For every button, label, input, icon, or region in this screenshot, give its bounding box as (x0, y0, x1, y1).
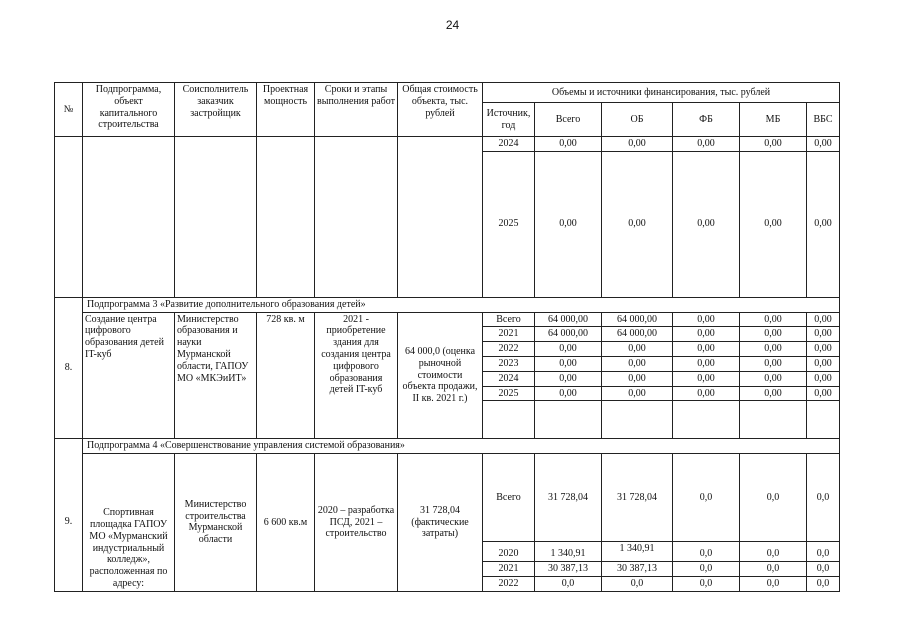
fb-cell: 0,0 (673, 562, 740, 577)
table-row (55, 312, 840, 327)
header-row (55, 83, 840, 103)
total-cost-value: 31 728,04 (фактические затраты) (398, 454, 483, 592)
fb-cell: 0,00 (673, 151, 740, 297)
vbs-cell: 0,00 (807, 327, 840, 342)
fb-cell: 0,00 (673, 327, 740, 342)
terms-text: 2020 – разработка ПСД, 2021 – строительство (315, 454, 398, 592)
total-cell: 1 340,91 (535, 542, 602, 562)
row-number: 9. (55, 454, 83, 592)
terms-text: 2021 - приобретение здания для создания центра цифрового образования детей IT-куб (315, 312, 398, 439)
ob-cell: 30 387,13 (602, 562, 673, 577)
ob-cell: 0,00 (602, 386, 673, 401)
col-header-terms: Сроки и этапы выполнения работ (315, 83, 398, 137)
col-header-subprogram: Подпрограмма, объект капитального строительства (83, 83, 175, 137)
fb-cell: 0,0 (673, 454, 740, 542)
capacity-value: 6 600 кв.м (257, 454, 315, 592)
vbs-cell: 0,00 (807, 151, 840, 297)
col-header-mb: МБ (740, 103, 807, 137)
section-row (55, 297, 840, 312)
year-cell: 2020 (483, 542, 535, 562)
year-cell: 2021 (483, 327, 535, 342)
page-number: 24 (445, 18, 460, 32)
fb-cell: 0,0 (673, 576, 740, 591)
year-cell: Всего (483, 454, 535, 542)
total-cell: 0,00 (535, 356, 602, 371)
col-header-financing: Объемы и источники финансирования, тыс. рублей (483, 83, 840, 103)
mb-cell: 0,00 (740, 137, 807, 152)
table-row (55, 454, 840, 542)
ob-cell: 1 340,91 (602, 542, 673, 562)
ob-cell: 0,0 (602, 576, 673, 591)
customer-name: Министерство строительства Мурманской области (175, 454, 257, 592)
ob-cell: 0,00 (602, 151, 673, 297)
col-header-source-year: Источник, год (483, 103, 535, 137)
col-header-capacity: Проектная мощность (257, 83, 315, 137)
vbs-cell: 0,0 (807, 454, 840, 542)
total-cell: 0,00 (535, 137, 602, 152)
fb-cell: 0,0 (673, 542, 740, 562)
object-name: Спортивная площадка ГАПОУ МО «Мурманский индустриальный колледж», расположенная по адресу: (83, 454, 175, 592)
fb-cell: 0,00 (673, 342, 740, 357)
year-cell: 2024 (483, 137, 535, 152)
col-header-ob: ОБ (602, 103, 673, 137)
total-cell: 0,00 (535, 151, 602, 297)
col-header-vbs: ВБС (807, 103, 840, 137)
mb-cell: 0,00 (740, 371, 807, 386)
financing-table (54, 82, 840, 592)
table-row (55, 137, 840, 152)
col-header-number: № (55, 83, 83, 137)
year-cell: 2025 (483, 151, 535, 297)
vbs-cell: 0,00 (807, 386, 840, 401)
year-cell: 2021 (483, 562, 535, 577)
year-cell: 2024 (483, 371, 535, 386)
vbs-cell: 0,00 (807, 342, 840, 357)
mb-cell: 0,00 (740, 342, 807, 357)
ob-cell: 31 728,04 (602, 454, 673, 542)
col-header-total-cost: Общая стоимость объекта, тыс. рублей (398, 83, 483, 137)
mb-cell: 0,0 (740, 562, 807, 577)
ob-cell: 0,00 (602, 342, 673, 357)
col-header-fb: ФБ (673, 103, 740, 137)
col-header-total: Всего (535, 103, 602, 137)
vbs-cell: 0,0 (807, 542, 840, 562)
ob-cell: 0,00 (602, 356, 673, 371)
total-cell: 64 000,00 (535, 312, 602, 327)
subprogram-4-title: Подпрограмма 4 «Совершенствование управления системой образования» (83, 439, 840, 454)
vbs-cell: 0,00 (807, 371, 840, 386)
vbs-cell: 0,00 (807, 312, 840, 327)
fb-cell: 0,00 (673, 312, 740, 327)
fb-cell: 0,00 (673, 386, 740, 401)
year-cell: 2025 (483, 386, 535, 401)
vbs-cell: 0,0 (807, 576, 840, 591)
year-cell: 2022 (483, 576, 535, 591)
subprogram-3-title: Подпрограмма 3 «Развитие дополнительного образования детей» (83, 297, 840, 312)
total-cell: 31 728,04 (535, 454, 602, 542)
fb-cell: 0,00 (673, 137, 740, 152)
total-cell: 0,00 (535, 386, 602, 401)
vbs-cell: 0,0 (807, 562, 840, 577)
mb-cell: 0,0 (740, 542, 807, 562)
mb-cell: 0,00 (740, 312, 807, 327)
total-cell: 0,0 (535, 576, 602, 591)
total-cell: 30 387,13 (535, 562, 602, 577)
mb-cell: 0,0 (740, 576, 807, 591)
financing-table-container (54, 82, 840, 592)
row-number: 8. (55, 297, 83, 439)
fb-cell: 0,00 (673, 371, 740, 386)
total-cell: 64 000,00 (535, 327, 602, 342)
year-cell: Всего (483, 312, 535, 327)
fb-cell: 0,00 (673, 356, 740, 371)
mb-cell: 0,00 (740, 151, 807, 297)
mb-cell: 0,00 (740, 386, 807, 401)
mb-cell: 0,0 (740, 454, 807, 542)
col-header-customer: Соисполнитель заказчик застройщик (175, 83, 257, 137)
year-cell: 2023 (483, 356, 535, 371)
ob-cell: 64 000,00 (602, 327, 673, 342)
customer-name: Министерство образования и науки Мурманской области, ГАПОУ МО «МКЭиИТ» (175, 312, 257, 439)
total-cost-value: 64 000,0 (оценка рыночной стоимости объекта продажи, II кв. 2021 г.) (398, 312, 483, 439)
object-name: Создание центра цифрового образования детей IT-куб (83, 312, 175, 439)
total-cell: 0,00 (535, 342, 602, 357)
mb-cell: 0,00 (740, 356, 807, 371)
section-row (55, 439, 840, 454)
vbs-cell: 0,00 (807, 356, 840, 371)
ob-cell: 64 000,00 (602, 312, 673, 327)
ob-cell: 0,00 (602, 371, 673, 386)
ob-cell: 0,00 (602, 137, 673, 152)
mb-cell: 0,00 (740, 327, 807, 342)
total-cell: 0,00 (535, 371, 602, 386)
capacity-value: 728 кв. м (257, 312, 315, 439)
vbs-cell: 0,00 (807, 137, 840, 152)
year-cell: 2022 (483, 342, 535, 357)
